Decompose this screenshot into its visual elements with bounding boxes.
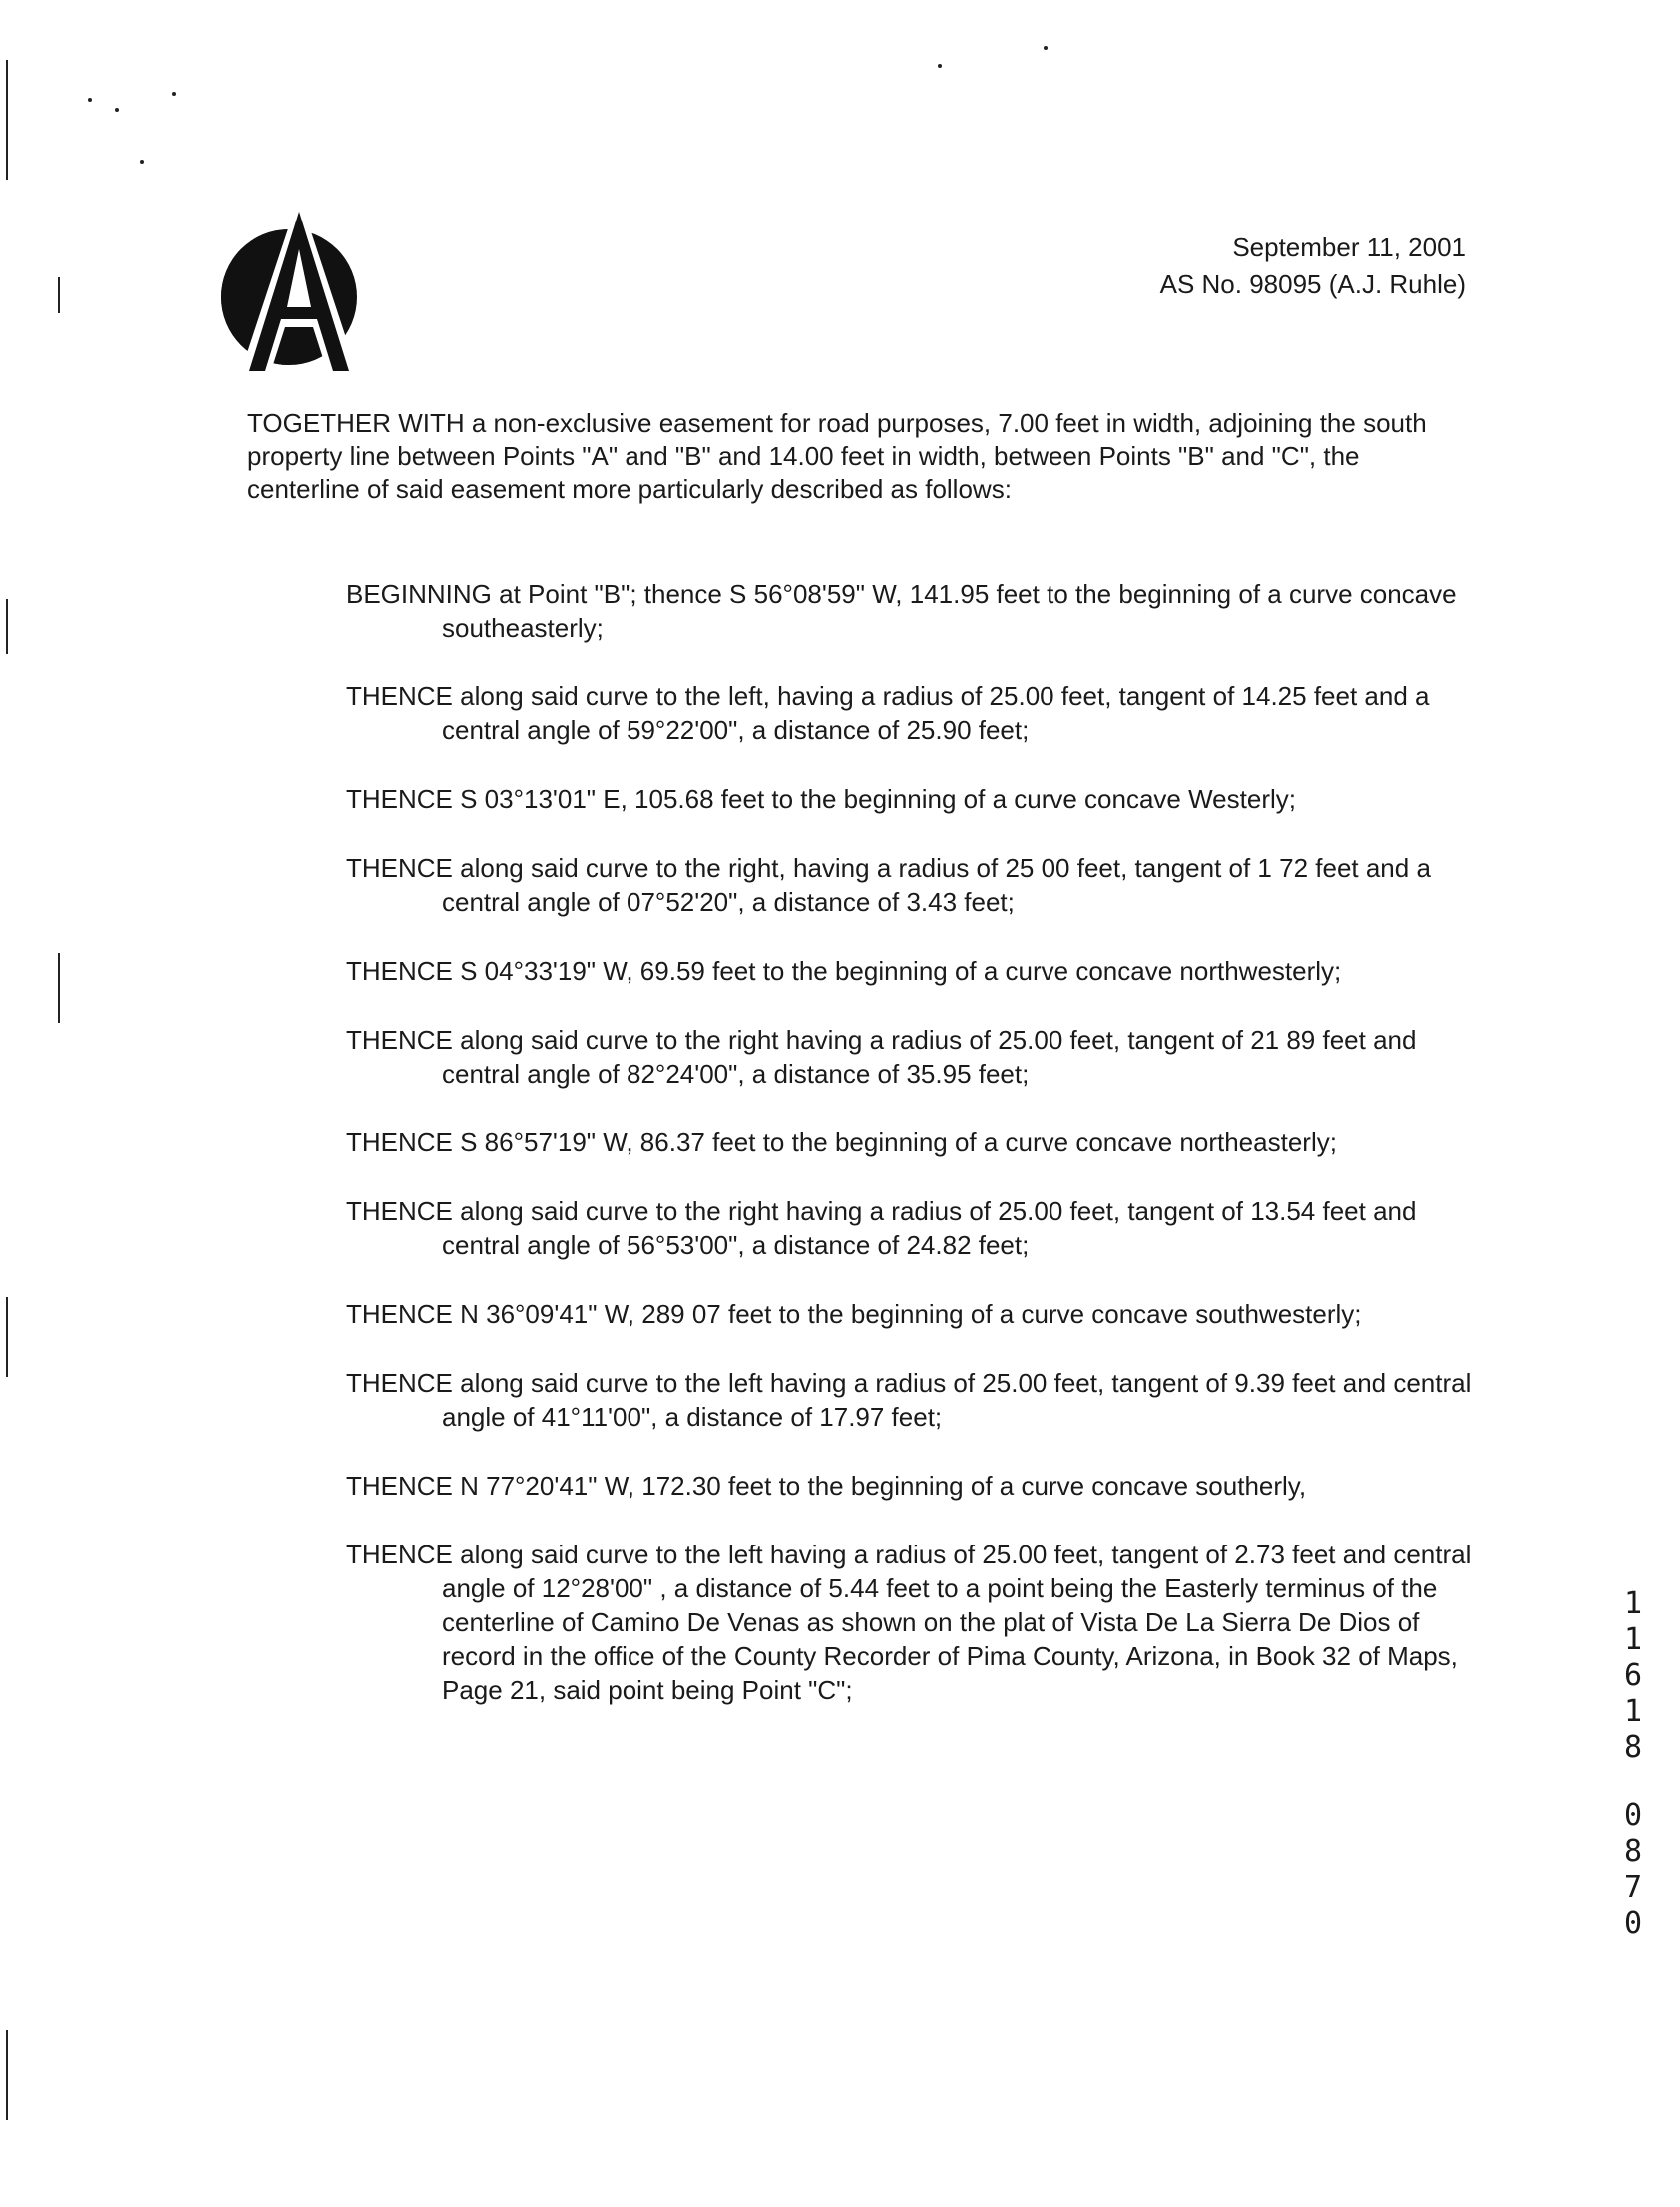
legal-call: THENCE S 04°33'19" W, 69.59 feet to the beginning of a curve concave northwesterly; [346,956,1342,986]
docket-digit: 1 [1623,1694,1643,1729]
legal-description-calls [346,577,1473,1742]
scan-mark [58,953,60,1023]
legal-call: THENCE S 03°13'01" E, 105.68 feet to the beginning of a curve concave Westerly; [346,784,1296,814]
scan-dot [115,108,119,112]
page-digit: 8 [1623,1834,1643,1869]
docket-digit: 6 [1623,1658,1643,1693]
scan-dot [1044,46,1048,50]
scan-mark [6,599,8,654]
scan-dot [140,160,144,164]
legal-call: THENCE N 36°09'41" W, 289 07 feet to the beginning of a curve concave southwesterly; [346,1299,1362,1329]
legal-call: THENCE along said curve to the right having a radius of 25.00 feet, tangent of 13.54 feet and central angle of 56°53'00", a distance of 24.82 feet; [346,1196,1417,1260]
stamp-gap [1618,1766,1648,1798]
scan-dot [172,92,176,96]
legal-call: THENCE along said curve to the left having a radius of 25.00 feet, tangent of 9.39 feet and central angle of 41°11'00", a distance of 17.97 feet; [346,1368,1471,1432]
legal-call: THENCE along said curve to the left, having a radius of 25.00 feet, tangent of 14.25 feet and a central angle of 59°22'00", a distance of 25.90 feet; [346,681,1430,745]
page-digit: 0 [1623,1906,1643,1941]
circular-logo-icon [200,188,409,397]
page-digit: 7 [1623,1870,1643,1905]
easement-intro-paragraph: TOGETHER WITH a non-exclusive easement for road purposes, 7.00 feet in width, adjoining the south property line between Points "A" and "B" and 14.00 feet in width, between Points "B" and "C", the centerline of said easement more particularly described as follows: [247,408,1427,504]
document-date: September 11, 2001 [1232,232,1466,262]
legal-call: THENCE N 77°20'41" W, 172.30 feet to the beginning of a curve concave southerly, [346,1471,1307,1501]
docket-digit: 1 [1623,1586,1643,1621]
scan-dot [88,98,92,102]
docket-digit: 8 [1623,1730,1643,1765]
scan-dot [938,64,942,68]
scan-mark [6,60,8,180]
legal-call: THENCE along said curve to the left having a radius of 25.00 feet, tangent of 2.73 feet and central angle of 12°28'00" , a distance of 5.44 feet to a point being the Easterly terminus of the centerline of Camino De Venas as shown on the plat of Vista De La Sierra De Dios of record in the office of the County Recorder of Pima County, Arizona, in Book 32 of Maps, Page 21, said point being Point "C"; [346,1540,1471,1705]
docket-digit: 1 [1623,1622,1643,1657]
legal-call: THENCE along said curve to the right having a radius of 25.00 feet, tangent of 21 89 feet and central angle of 82°24'00", a distance of 35.95 feet; [346,1025,1417,1089]
legal-call: BEGINNING at Point "B"; thence S 56°08'59" W, 141.95 feet to the beginning of a curve concave southeasterly; [346,579,1457,643]
scan-mark [6,2030,8,2120]
scan-mark [6,1297,8,1377]
recording-stamp [1618,1586,1648,1942]
page-digit: 0 [1623,1798,1643,1833]
document-header [1160,229,1466,303]
job-number: AS No. 98095 (A.J. Ruhle) [1159,269,1466,299]
scan-mark [58,277,60,313]
legal-call: THENCE along said curve to the right, having a radius of 25 00 feet, tangent of 1 72 feet and a central angle of 07°52'20", a distance of 3.43 feet; [346,853,1431,917]
legal-call: THENCE S 86°57'19" W, 86.37 feet to the beginning of a curve concave northeasterly; [346,1127,1337,1157]
